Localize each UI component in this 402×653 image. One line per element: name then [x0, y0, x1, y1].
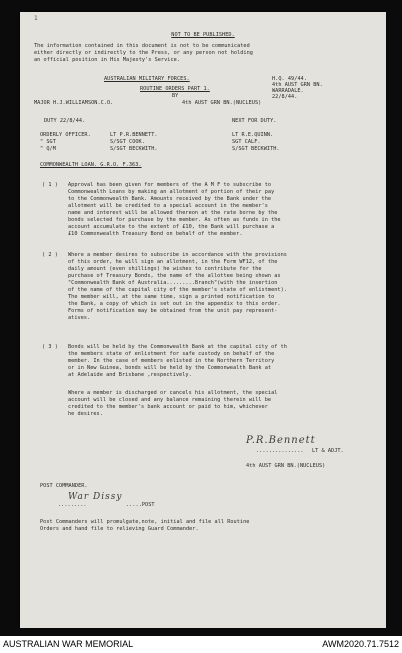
paragraph-2-line: "Commonwealth Bank of Australia.........Branch"(with the insertion — [68, 280, 278, 286]
duty-current-3: S/SGT BECKWITH. — [110, 146, 158, 152]
notice-line-2: either directly or indirectly to the Press, or any person not holding — [34, 50, 253, 56]
hq-line-3: WARRADALE. — [272, 88, 304, 94]
not-published-heading: NOT TO BE PUBLISHED. — [171, 32, 235, 38]
paragraph-number: ( 1 ) — [42, 182, 58, 188]
post-commander-heading: POST COMMANDER. — [40, 483, 88, 489]
orders-title: ROUTINE ORDERS PART 1. — [140, 86, 210, 92]
duty-current-2: S/SGT COOK. — [110, 139, 145, 145]
signature-unit: 4th AUST GRN BN.(NUCLEUS) — [246, 463, 326, 469]
by-label: BY — [172, 93, 179, 99]
paragraph-3-line: the members state of enlistment for safe custody on behalf of the — [68, 351, 275, 357]
duty-next-3: S/SGT BECKWITH. — [232, 146, 280, 152]
footer-archive-name: AUSTRALIAN WAR MEMORIAL — [3, 639, 134, 649]
by-name: MAJOR H.J.WILLIAMSON.C.O. — [34, 100, 114, 106]
paragraph-2-line: Forms of notification may be obtained from the unit pay represent- — [68, 308, 278, 314]
paragraph-2-line: daily amount (even shillings) he wishes to contribute for the — [68, 266, 262, 272]
hq-line-4: 22/8/44. — [272, 94, 298, 100]
routine-orders-page — [20, 12, 386, 628]
paragraph-2-line: Where a member desires to subscribe in accordance with the provisions — [68, 252, 287, 258]
notice-line-1: The information contained in this document is not to be communicated — [34, 43, 250, 49]
paragraph-1-line: allotment will be credited to a special account in the member's — [68, 203, 268, 209]
paragraph-3-line: or in New Guinea, bonds will be held by the Commonwealth Bank at — [68, 365, 272, 371]
subject-line: COMMONWEALTH LOAN. G.R.O. F.363. — [40, 162, 142, 168]
paragraph-1-line: £10 Commonwealth Treasury Bond on behalf of the member. — [68, 231, 243, 237]
duty-role-2: " SGT — [40, 139, 56, 145]
paragraph-1-line: Approval has been given for members of the A M F to subscribe to — [68, 182, 272, 188]
paragraph-2-line: purchase of Treasury Bonds, the name of the allottee being shown as — [68, 273, 281, 279]
paragraph-2-line: of the name of the capital city of the member's state of enlistment). — [68, 287, 287, 293]
archive-footer — [0, 636, 402, 653]
duty-date-label: DUTY 22/8/44. — [44, 118, 86, 124]
paragraph-3-line: at Adelaide and Brisbane ,respectively. — [68, 372, 192, 378]
paragraph-4-line: he desires. — [68, 411, 103, 417]
duty-role-1: ORDERLY OFFICER. — [40, 132, 91, 138]
post-line-prefix: ......... — [58, 502, 87, 508]
paragraph-1-line: to the Commonwealth Bank. Amounts received by the Bank under the — [68, 196, 272, 202]
by-unit: 4th AUST GRN BN.(NUCLEUS) — [182, 100, 262, 106]
paragraph-2-line: atives. — [68, 315, 91, 321]
paragraph-2-line: of this order, he will sign an allotment, in the Form WF12, of the — [68, 259, 278, 265]
paragraph-4-line: Where a member is discharged or cancels his allotment, the special — [68, 390, 278, 396]
duty-current-1: LT P.R.BENNETT. — [110, 132, 158, 138]
signature-dots: ............... — [256, 448, 304, 454]
post-instruction-line: Post Commanders will promulgate,note, initial and file all Routine — [40, 519, 250, 525]
paragraph-4-line: account will be closed and any balance remaining therein will be — [68, 397, 272, 403]
post-name-handwritten: War Dissy — [68, 492, 123, 502]
paragraph-4-line: credited to the member's bank account or paid to him, whichever — [68, 404, 268, 410]
paragraph-number: ( 2 ) — [42, 252, 58, 258]
paragraph-1-line: Commonwealth Loans by making an allotment of portion of their pay — [68, 189, 275, 195]
paragraph-3-line: member. In the case of members enlisted in the Northern Territory — [68, 358, 275, 364]
paragraph-1-line: bonds selected for purchase by the member. As often as funds in the — [68, 217, 281, 223]
formation-heading: AUSTRALIAN MILITARY FORCES. — [104, 76, 190, 82]
hq-line-2: 4th AUST GRN BN. — [272, 82, 323, 88]
paragraph-1-line: account accumulate to the extent of £10, the Bank will purchase a — [68, 224, 275, 230]
paragraph-number: ( 3 ) — [42, 344, 58, 350]
footer-catalogue-id: AWM2020.71.7512 — [322, 639, 399, 649]
page-number: 1 — [34, 15, 38, 22]
next-duty-label: NEXT FOR DUTY. — [232, 118, 277, 124]
paragraph-3-line: Bonds will be held by the Commonwealth Bank at the capital city of th — [68, 344, 287, 350]
duty-role-3: " Q/M — [40, 146, 56, 152]
signature-rank: LT & ADJT. — [312, 448, 344, 454]
post-line-suffix: .....POST — [126, 502, 155, 508]
notice-line-3: an official position in His Majesty's Service. — [34, 57, 180, 63]
adjutant-signature: P.R.Bennett — [246, 435, 316, 446]
hq-line-1: H.Q. 49/44. — [272, 76, 307, 82]
duty-next-1: LT R.E.QUINN. — [232, 132, 274, 138]
duty-next-2: SGT CALF. — [232, 139, 261, 145]
paragraph-2-line: the Bank, a copy of which is set out in the appendix to this order. — [68, 301, 281, 307]
post-instruction-line: Orders and hand file to relieving Guard Commander. — [40, 526, 199, 532]
paragraph-2-line: The member will, at the same time, sign a printed notification to — [68, 294, 275, 300]
paragraph-1-line: name and interest will be allowed thereon at the rate borne by the — [68, 210, 278, 216]
